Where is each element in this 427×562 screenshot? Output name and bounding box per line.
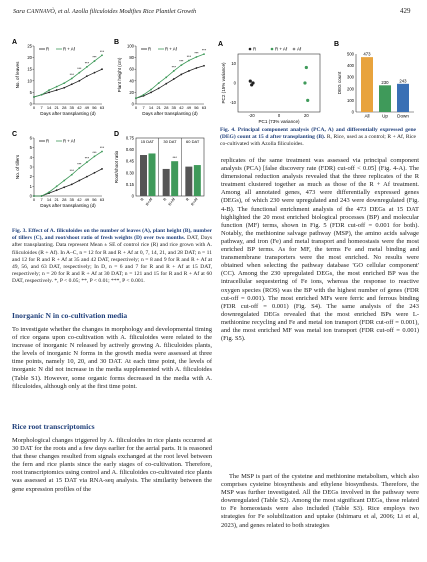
data-point [173, 70, 175, 72]
data-point [86, 66, 88, 68]
data-point [94, 72, 96, 74]
heading-rice-root-transcriptomics: Rice root transcriptomics [12, 422, 95, 431]
x-tick-label: 42 [179, 105, 184, 110]
data-point [86, 161, 88, 163]
y-tick-label: -10 [229, 99, 236, 105]
x-tick-label: Up [382, 113, 388, 119]
y-tick-label: 20 [27, 55, 32, 61]
x-tick-label: 0 [134, 105, 138, 110]
y-tick-label: 500 [347, 51, 354, 57]
legend-label: Af [297, 46, 302, 52]
y-tick-label: 2 [29, 174, 32, 180]
data-point [86, 75, 88, 77]
data-point [135, 97, 137, 99]
legend-marker [249, 48, 252, 51]
bar [149, 153, 156, 196]
x-tick-label: Down [397, 113, 409, 119]
data-point [33, 96, 35, 98]
y-tick-label: 0 [351, 109, 354, 115]
data-point [86, 176, 88, 178]
plot-frame [238, 54, 320, 112]
legend-label-r: R [148, 46, 152, 52]
legend-label: R + Af [275, 46, 288, 52]
x-tick-label: All [364, 113, 370, 119]
page-number: 429 [400, 7, 411, 15]
significance-marker: *** [92, 150, 97, 155]
x-tick-label: 7 [142, 105, 145, 110]
x-tick-label: R [162, 197, 168, 202]
data-point [196, 56, 198, 58]
legend-label-raf: R + Af [63, 138, 75, 144]
data-point [63, 87, 65, 89]
x-tick-label: 35 [69, 105, 75, 110]
x-tick-label: 7 [40, 197, 43, 202]
y-tick-label: 0 [131, 101, 134, 107]
paragraph-inorganic-n: To investigate whether the changes in morphology and developmental timing of rice organs upon co-cultivation with A. filiculoides were related to the increase of inorganic N released by actively growing A. filiculoides plants, the levels of inorganic N forms in the growth media were assessed at three time points, namely 10, 20, and 30 DAT. At each time point, the levels of inorganic N did not increase in the media supplemented with A. filiculoides (Table S1). However, some organic forms decreased in the media with A. filiculoides, although only at the first time point. [12, 326, 212, 390]
bar [140, 155, 147, 196]
x-tick-label: 0 [277, 113, 281, 118]
y-tick-label: 400 [347, 63, 354, 69]
x-tick-label: 56 [92, 197, 97, 202]
data-point [188, 70, 190, 72]
data-point [48, 92, 50, 94]
data-point [165, 83, 167, 85]
x-tick-label: R [139, 197, 145, 202]
x-tick-label: 56 [92, 105, 97, 110]
y-tick-label: 10 [231, 61, 236, 67]
x-tick-label: 21 [54, 197, 59, 202]
data-point [180, 74, 182, 76]
y-tick-label: 25 [27, 43, 32, 49]
significance-marker: *** [69, 169, 74, 174]
x-tick-label: 49 [84, 105, 90, 110]
bar-value-label: 243 [399, 78, 407, 84]
pca-point [303, 81, 306, 84]
y-tick-label: 0 [233, 80, 236, 86]
x-tick-label: -20 [248, 113, 255, 118]
y-tick-label: 0 [29, 101, 32, 107]
y-tick-label: 6 [29, 135, 32, 141]
data-point [48, 191, 50, 193]
y-axis-label: PC2 (15% variance) [221, 62, 226, 104]
x-tick-label: 20 [303, 113, 309, 118]
y-tick-label: 5 [29, 145, 32, 151]
data-point [203, 53, 205, 55]
data-point [101, 151, 103, 153]
deg-bar [379, 85, 391, 112]
data-point [63, 82, 65, 84]
fig3-panel-b [114, 39, 207, 116]
y-tick-label: 0.30 [125, 170, 134, 176]
y-axis-label: Plant height (cm) [117, 57, 122, 93]
fig3-caption [12, 228, 212, 286]
data-point [78, 167, 80, 169]
legend-label-raf: R + Af [165, 46, 177, 52]
x-tick-label: 14 [46, 105, 52, 110]
x-tick-label: R+Af [145, 197, 154, 207]
data-point [71, 78, 73, 80]
x-tick-label: 28 [163, 105, 169, 110]
figure-3 [8, 38, 213, 226]
y-tick-label: 200 [347, 86, 354, 92]
data-point [78, 72, 80, 74]
data-point [71, 174, 73, 176]
x-tick-label: 14 [148, 105, 154, 110]
data-point [33, 195, 35, 197]
significance-marker: *** [179, 59, 184, 64]
legend-marker [271, 48, 274, 51]
significance-marker: *** [99, 49, 105, 54]
fig3-caption-title: Fig. 3. Effect of A. filiculoides on the number of leaves (A), plant height (B), number of tillers (C), and root/shoot ratio of fresh weights (D) over two months. [12, 228, 212, 242]
y-tick-label: 0.15 [125, 181, 134, 187]
x-axis-label: PC1 (73% variance) [258, 119, 300, 124]
x-tick-label: 42 [77, 197, 82, 202]
bar-value-label: 230 [381, 79, 389, 85]
significance-marker: *** [77, 162, 82, 167]
x-tick-label: 21 [54, 105, 59, 110]
panel-label: D [114, 131, 120, 138]
significance-marker: *** [69, 72, 74, 77]
panel-label: A [12, 39, 18, 46]
fig3-panel-c [12, 131, 105, 208]
x-tick-label: 63 [99, 105, 105, 110]
data-point [78, 180, 80, 182]
significance-marker: *** [99, 146, 105, 151]
data-point [71, 83, 73, 85]
data-point [150, 89, 152, 91]
fig4-caption-title: Fig. 4. Principal component analysis (PCA, A) and differentially expressed gene (DEG) count at 15 d after transplanting (B). [220, 127, 416, 141]
pca-point [249, 79, 252, 82]
x-tick-label: R+Af [190, 197, 199, 207]
x-tick-label: 7 [40, 105, 43, 110]
group-label: 30 DAT [163, 139, 177, 144]
x-axis-label: Days after transplanting (d) [40, 111, 96, 116]
data-point [173, 78, 175, 80]
bar [185, 167, 192, 196]
data-point [78, 80, 80, 82]
fig3-panel-d [114, 131, 204, 207]
legend-label-r: R [46, 138, 50, 144]
fig4-panel-b [334, 41, 414, 119]
x-axis-label: Days after transplanting (d) [142, 111, 198, 116]
data-point [203, 65, 205, 67]
y-tick-label: 15 [27, 66, 32, 72]
y-tick-label: 10 [27, 78, 32, 84]
y-tick-label: 3 [29, 164, 32, 170]
x-tick-label: 21 [156, 105, 161, 110]
y-tick-label: 0 [29, 193, 32, 199]
bar [194, 165, 201, 196]
y-tick-label: 100 [127, 43, 134, 49]
legend-marker [293, 48, 296, 51]
data-point [94, 155, 96, 157]
fig4-panel-a [218, 41, 320, 124]
running-head: Sara CANNAVÒ, et al. Azolla filiculoides Modifies Rice Plantlet Growth [13, 8, 197, 15]
group-label: 60 DAT [186, 139, 200, 144]
significance-marker: *** [186, 55, 191, 59]
deg-bar [361, 57, 373, 112]
significance-marker: *** [194, 51, 199, 56]
data-point [94, 172, 96, 174]
data-point [63, 180, 65, 182]
significance-marker: *** [172, 156, 177, 161]
significance-marker: *** [201, 48, 207, 53]
group-label: 15 DAT [140, 139, 154, 144]
x-tick-label: R [185, 197, 191, 202]
panel-label: B [114, 39, 120, 46]
x-tick-label: 42 [77, 105, 82, 110]
y-tick-label: 100 [347, 97, 354, 103]
y-tick-label: 80 [129, 55, 134, 61]
fig3-panel-a [12, 39, 105, 116]
x-tick-label: 0 [32, 197, 36, 202]
data-point [101, 54, 103, 56]
data-point [56, 189, 58, 191]
data-point [150, 92, 152, 94]
fig3-caption-body: DAT, Days after transplanting. Data represent Mean ± SE of control rice (R) and rice grown with A. filiculoides (R + Af). In A–C, n = 12 for R and R + Af at 0, 7, 14, 21, and 28 DAT; n = 11 and 12 for R and R + Af at 35 and 42 DAT, respectively; n = 8 and 9 for R and R + Af at 49, 56, and 63 DAT, respectively; In D, n = 6 and 7 for R and R + Af at 15 DAT, respectively; n = 20 for R and R + Af at 30 DAT; n = 121 and 15 for R and R + Af at 60 DAT, respectively. *, P < 0.05; **, P < 0.01; ***, P < 0.001. [12, 235, 213, 285]
y-tick-label: 0 [131, 193, 134, 199]
right-column-paragraph-2: The MSP is part of the cysteine and methionine metabolism, which also comprises cysteine biosynthesis and ethylene biosynthesis. Therefore, the MSP was further investigated. All the DEGs involved in the pathway were downregulated (Table S2). Among the most significant DEGs, those related to Fe homeostasis were also included (Table S3). Rice employs two strategies for Fe solubilization and uptake (Ishimaru et al, 2006; Li et al, 2023), and genes related to both strategies [221, 473, 419, 529]
legend-label: R [253, 46, 257, 52]
paragraph-rice-root-transcriptomics: Morphological changes triggered by A. filiculoides in rice plants occurred at 30 DAT for the roots and a few days earlier for the aerial parts. It is reasoned that these changes resulted from signals exchanged at the root level between the fern and rice plants since the early stages of co-cultivation. Therefore, root transcriptomics using control and A. filiculoides co-cultivated rice plants was assessed at 15 DAT via RNA-seq analysis. The similarity between the gene expression profiles of the [12, 437, 212, 493]
y-axis-label: No. of leaves [15, 61, 20, 89]
x-tick-label: 49 [186, 105, 192, 110]
y-tick-label: 0.45 [125, 158, 134, 164]
x-tick-label: 14 [46, 197, 52, 202]
pca-point [250, 83, 253, 86]
data-point [48, 89, 50, 91]
significance-marker: *** [77, 67, 82, 72]
y-tick-label: 20 [129, 89, 134, 95]
y-tick-label: 1 [29, 183, 32, 189]
data-point [94, 60, 96, 62]
data-point [158, 87, 160, 89]
bar [171, 161, 178, 196]
y-tick-label: 0.60 [125, 147, 134, 153]
x-tick-label: 28 [61, 197, 67, 202]
significance-marker: *** [84, 61, 89, 66]
bar [163, 169, 170, 196]
panel-label: C [12, 131, 18, 138]
data-point [143, 94, 145, 96]
y-tick-label: 5 [29, 89, 32, 95]
data-point [158, 82, 160, 84]
y-axis-label: DEG count [337, 71, 342, 95]
x-tick-label: 0 [32, 105, 36, 110]
x-tick-label: 35 [69, 197, 75, 202]
deg-bar [397, 84, 409, 112]
y-tick-label: 0.75 [125, 135, 134, 141]
series-line-raf [34, 55, 102, 97]
fig4-caption [220, 127, 416, 149]
x-tick-label: R+Af [167, 197, 176, 207]
panel-label: A [218, 41, 224, 48]
y-axis-label: Root/shoot ratio [114, 150, 119, 184]
series-line-raf [136, 51, 204, 98]
legend-label-raf: R + Af [63, 46, 75, 52]
data-point [56, 89, 58, 91]
data-point [63, 186, 65, 188]
series-line-r [34, 169, 102, 196]
x-tick-label: 28 [61, 105, 67, 110]
y-axis-label: No. of tillers [15, 154, 20, 180]
data-point [56, 185, 58, 187]
y-tick-label: 60 [129, 66, 134, 72]
y-tick-label: 4 [29, 154, 32, 160]
fig4-caption-body: R, Rice, used as a control; R + Af, Rice co-cultivated with Azolla filiculoides. [220, 134, 416, 148]
data-point [188, 60, 190, 62]
data-point [41, 94, 43, 96]
data-point [41, 195, 43, 197]
data-point [196, 67, 198, 69]
data-point [101, 168, 103, 170]
right-column-paragraph-1: replicates of the same treatment was assessed via principal component analysis (PCA) [false discovery rate (FDR) cut-off < 0.05] (Fig. 4-A). The dimensional reduction analysis revealed that the three replicates of the R treatment clustered together as much as those of the R + Af treatment. Among all annotated genes, 473 were differentially expressed genes (DEGs), of which 230 were upregulated and 243 were downregulated (Fig. 4-B). The functional enrichment analysis of the 473 DEGs at 15 DAT highlighted the 20 most enriched biological processes (BP) and molecular function (MF) terms, shown in Fig. 5 (FDR cut-off = 0.001 for both). Notably, the methionine salvage pathway (MSP), the amino acids salvage pathway, and iron (Fe) and metal transport and homeostasis were the most enriched BP terms. As for MF, the terms Fe and metal binding and transmembrane transporters were the most enriched. No results were obtained when selecting the pathway database 'GO cellular component' (CC). Among the 230 upregulated DEGs, the most enriched BP was the intracellular sequestering of Fe ions, whereas the response to reactive oxygen species (ROS) was the BP with the highest number of genes (FDR cut-off = 0.001). The most enriched MFs were ferric and ferrous binding (FDR cut-off = 0.001) (Fig. S4). The same analysis of the 243 downregulated DEGs revealed that the most enriched BPs were L-methionine recycling and Fe and metal ion transport (FDR cut-off = 0.001), and the most enriched MF was metal ion transport (FDR cut-off = 0.001) (Fig. S5). [221, 157, 419, 343]
x-axis-label: Days after transplanting (d) [40, 203, 96, 208]
x-tick-label: 63 [201, 105, 207, 110]
heading-inorganic-n: Inorganic N in co-cultivation media [12, 311, 128, 320]
legend-label-r: R [46, 46, 50, 52]
x-tick-label: 63 [99, 197, 105, 202]
data-point [180, 64, 182, 66]
pca-point [306, 99, 309, 102]
data-point [101, 68, 103, 70]
significance-marker: *** [84, 156, 89, 161]
data-point [165, 76, 167, 78]
significance-marker: *** [171, 65, 176, 70]
x-tick-label: 56 [194, 105, 199, 110]
panel-label: B [334, 41, 340, 48]
y-tick-label: 40 [129, 78, 134, 84]
y-tick-label: 300 [347, 74, 354, 80]
x-tick-label: 35 [171, 105, 177, 110]
bar-value-label: 473 [363, 51, 371, 57]
pca-point [305, 66, 308, 69]
data-point [71, 184, 73, 186]
x-tick-label: 49 [84, 197, 90, 202]
data-point [56, 86, 58, 88]
significance-marker: *** [92, 55, 97, 60]
